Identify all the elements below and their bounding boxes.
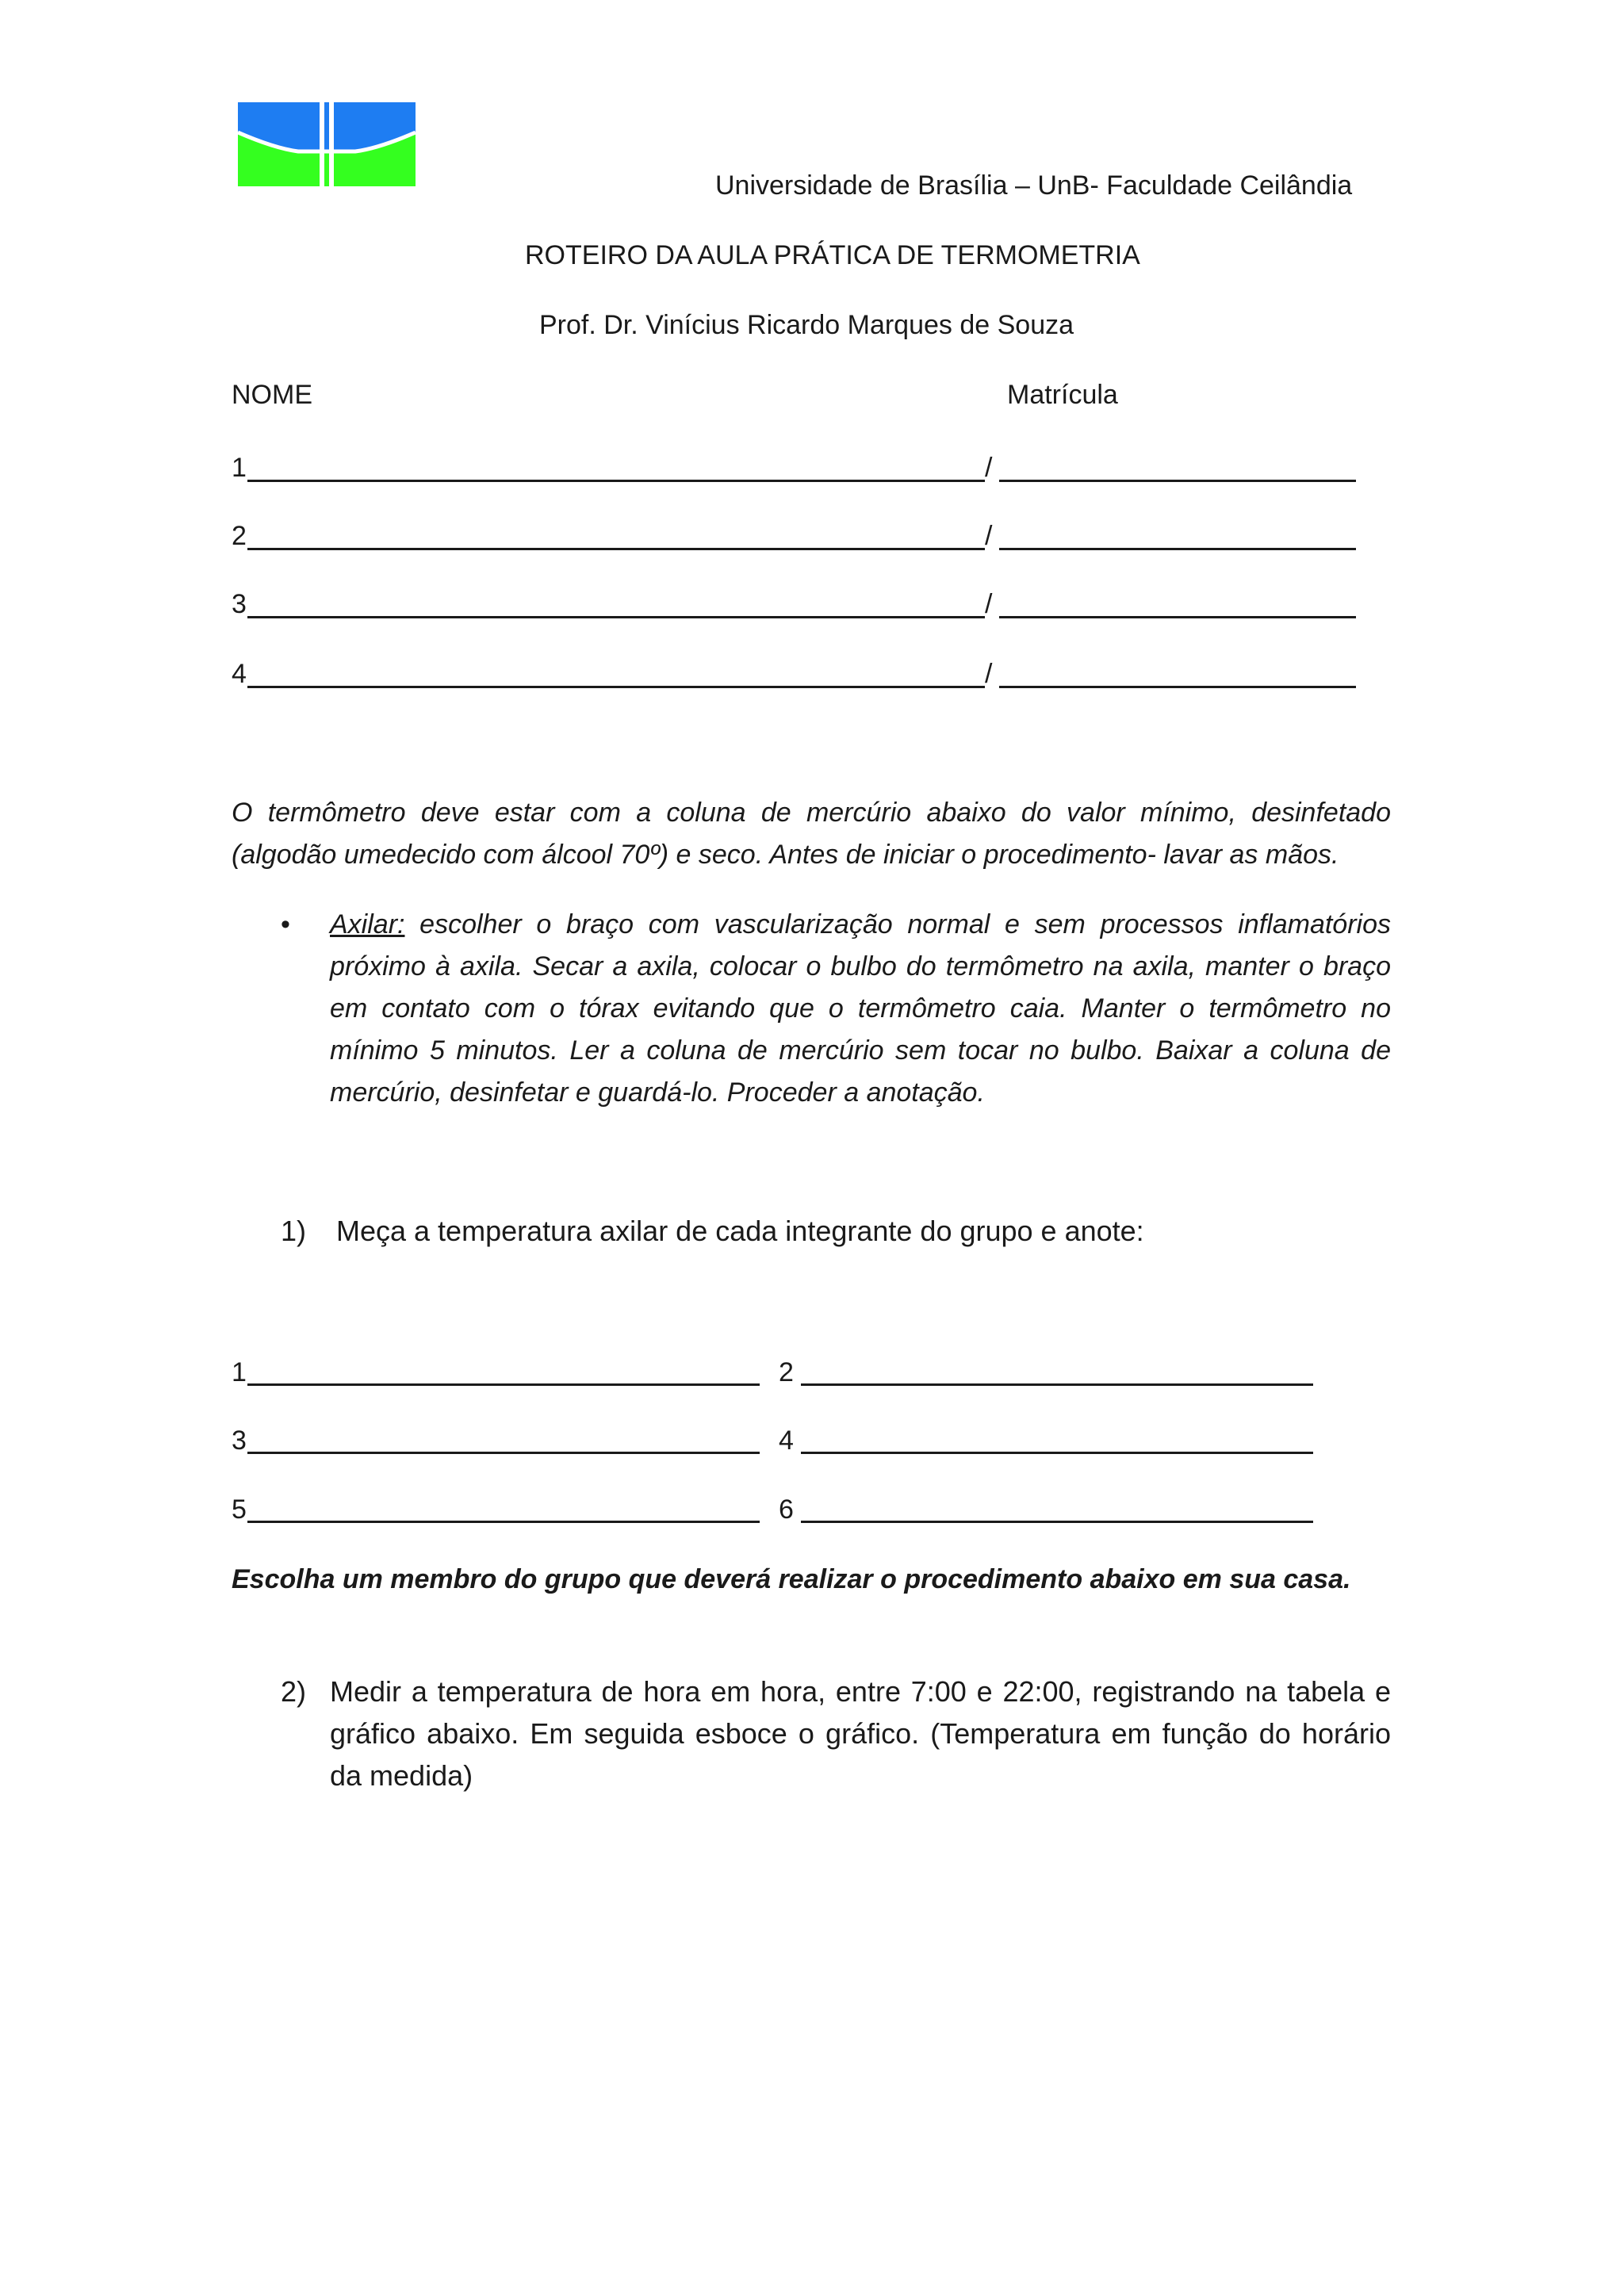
row-number: 1	[232, 453, 247, 483]
axilar-paragraph	[330, 904, 1391, 1114]
temp-slot-line[interactable]	[247, 1383, 760, 1386]
temp-slot-number: 3	[232, 1425, 247, 1456]
temp-slot-line[interactable]	[247, 1452, 760, 1454]
institution-name: Universidade de Brasília – UnB- Faculdade Ceilândia	[715, 170, 1353, 201]
id-column-label: Matrícula	[1007, 380, 1118, 410]
temp-slot-number: 2	[779, 1357, 794, 1387]
id-field-line[interactable]	[999, 548, 1356, 550]
question-2-text: Medir a temperatura de hora em hora, entre 7:00 e 22:00, registrando na tabela e gráfico abaixo. Em seguida esboce o gráfico. (Temperatura em função do horário da medida)	[330, 1675, 1391, 1792]
field-separator: /	[985, 589, 993, 619]
bullet-icon: •	[281, 909, 290, 939]
temp-slot-line[interactable]	[801, 1383, 1313, 1386]
name-field-line[interactable]	[247, 616, 985, 618]
row-number: 3	[232, 589, 247, 619]
name-field-line[interactable]	[247, 686, 985, 688]
unb-logo	[236, 101, 417, 188]
axilar-text: escolher o braço com vascularização normal e sem processos inflamatórios próximo à axila. Secar a axila, colocar o bulbo do termômetro na axila, manter o braço em contato com o tórax evitando que o termômetro caia. Manter o termômetro no mínimo 5 minutos. Ler a coluna de mercúrio sem tocar no bulbo. Baixar a coluna de mercúrio, desinfetar e guardá-lo. Proceder a anotação.	[330, 909, 1391, 1108]
temp-slot-line[interactable]	[247, 1521, 760, 1523]
field-separator: /	[985, 521, 993, 551]
field-separator: /	[985, 453, 993, 483]
temp-slot-number: 1	[232, 1357, 247, 1387]
id-field-line[interactable]	[999, 480, 1356, 482]
name-field-line[interactable]	[247, 480, 985, 482]
group-instruction: Escolha um membro do grupo que deverá realizar o procedimento abaixo em sua casa.	[232, 1564, 1351, 1594]
name-field-line[interactable]	[247, 548, 985, 550]
temp-slot-line[interactable]	[801, 1521, 1313, 1523]
document-title: ROTEIRO DA AULA PRÁTICA DE TERMOMETRIA	[525, 240, 1140, 270]
field-separator: /	[985, 659, 993, 689]
question-1-text: Meça a temperatura axilar de cada integrante do grupo e anote:	[336, 1215, 1144, 1247]
name-column-label: NOME	[232, 380, 312, 410]
temp-slot-number: 5	[232, 1494, 247, 1525]
temp-slot-number: 6	[779, 1494, 794, 1525]
row-number: 4	[232, 659, 247, 689]
axilar-label: Axilar:	[330, 909, 405, 939]
question-2-number: 2)	[281, 1675, 307, 1708]
intro-paragraph: O termômetro deve estar com a coluna de mercúrio abaixo do valor mínimo, desinfetado (algodão umedecido com álcool 70º) e seco. Antes de iniciar o procedimento- lavar as mãos.	[232, 798, 1391, 870]
question-1-number: 1)	[281, 1215, 307, 1247]
row-number: 2	[232, 521, 247, 551]
professor-name: Prof. Dr. Vinícius Ricardo Marques de Souza	[539, 310, 1074, 340]
id-field-line[interactable]	[999, 616, 1356, 618]
temp-slot-line[interactable]	[801, 1452, 1313, 1454]
id-field-line[interactable]	[999, 686, 1356, 688]
temp-slot-number: 4	[779, 1425, 794, 1456]
